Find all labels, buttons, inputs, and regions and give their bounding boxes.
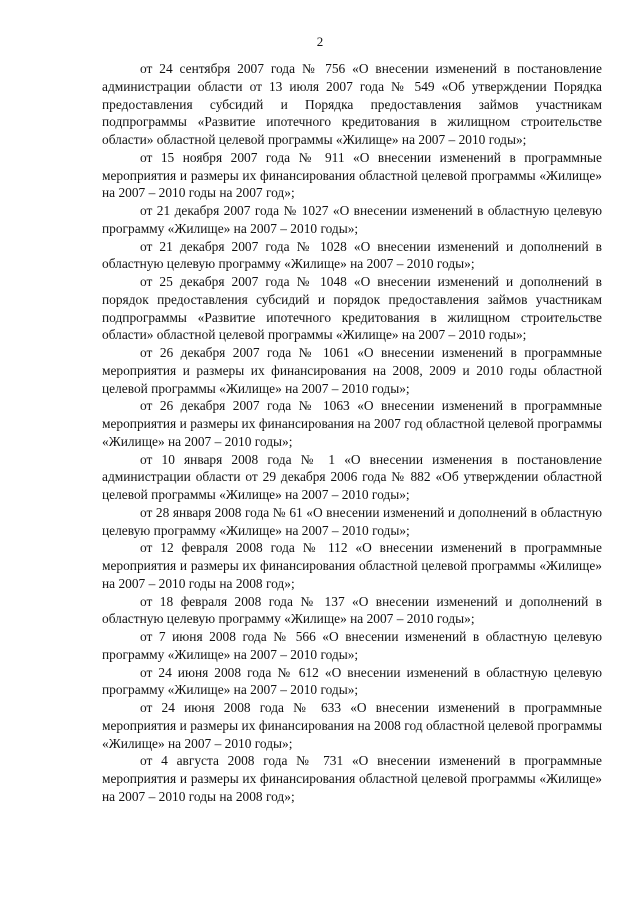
list-item: от 4 августа 2008 года № 731 «О внесении изменений в программные мероприятия и размеры их финансирования областной целевой программы «Жилище» на 2007 – 2010 годы на 2008 год»; <box>102 753 602 804</box>
list-item: от 24 сентября 2007 года № 756 «О внесении изменений в постановление администрации области от 13 июля 2007 года № 549 «Об утверждении Порядка предоставления субсидий и Порядка предоставления займов участникам подпрограммы «Развитие ипотечного кредитования в жилищном строительстве области» областной целевой программы «Жилище» на 2007 – 2010 годы»; <box>102 61 602 147</box>
list-item: от 24 июня 2008 года № 633 «О внесении изменений в программные мероприятия и размеры их финансирования на 2008 год областной целевой программы «Жилище» на 2007 – 2010 годы»; <box>102 700 602 751</box>
list-item: от 12 февраля 2008 года № 112 «О внесении изменений в программные мероприятия и размеры их финансирования областной целевой программы «Жилище» на 2007 – 2010 годы на 2008 год»; <box>102 540 602 591</box>
document-body <box>102 60 602 806</box>
list-item: от 26 декабря 2007 года № 1061 «О внесении изменений в программные мероприятия и размеры их финансирования на 2008, 2009 и 2010 годы областной целевой программы «Жилище» на 2007 – 2010 годы»; <box>102 345 602 396</box>
list-item: от 25 декабря 2007 года № 1048 «О внесении изменений и дополнений в порядок предоставления субсидий и порядок предоставления займов участникам подпрограммы «Развитие ипотечного кредитования в жилищном строительстве области» областной целевой программы «Жилище» на 2007 – 2010 годы»; <box>102 274 602 343</box>
page-number: 2 <box>316 34 324 49</box>
list-item: от 26 декабря 2007 года № 1063 «О внесении изменений в программные мероприятия и размеры их финансирования на 2007 год областной целевой программы «Жилище» на 2007 – 2010 годы»; <box>102 398 602 449</box>
list-item: от 24 июня 2008 года № 612 «О внесении изменений в областную целевую программу «Жилище» на 2007 – 2010 годы»; <box>102 664 602 698</box>
list-item: от 18 февраля 2008 года № 137 «О внесении изменений и дополнений в областную целевую программу «Жилище» на 2007 – 2010 годы»; <box>102 593 602 627</box>
list-item: от 21 декабря 2007 года № 1028 «О внесении изменений и дополнений в областную целевую программу «Жилище» на 2007 – 2010 годы»; <box>102 238 602 272</box>
list-item: от 10 января 2008 года № 1 «О внесении изменения в постановление администрации области от 29 декабря 2006 года № 882 «Об утверждении областной целевой программы «Жилище» на 2007 – 2010 годы»; <box>102 451 602 502</box>
list-item: от 7 июня 2008 года № 566 «О внесении изменений в областную целевую программу «Жилище» на 2007 – 2010 годы»; <box>102 629 602 662</box>
list-item: от 15 ноября 2007 года № 911 «О внесении изменений в программные мероприятия и размеры их финансирования областной целевой программы «Жилище» на 2007 – 2010 годы на 2007 год»; <box>102 149 602 201</box>
list-item: от 21 декабря 2007 года № 1027 «О внесении изменений в областную целевую программу «Жилище» на 2007 – 2010 годы»; <box>102 203 602 236</box>
list-item: от 28 января 2008 года № 61 «О внесении изменений и дополнений в областную целевую программу «Жилище» на 2007 – 2010 годы»; <box>102 504 602 538</box>
